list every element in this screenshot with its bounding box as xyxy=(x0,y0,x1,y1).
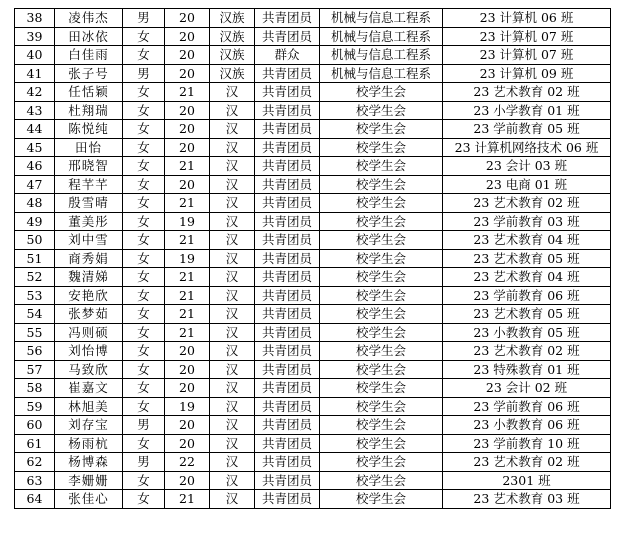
political-status-cell: 共青团员 xyxy=(255,323,320,342)
student-name-cell: 刘中雪 xyxy=(55,231,123,250)
row-number-cell: 54 xyxy=(15,305,55,324)
ethnicity-cell: 汉 xyxy=(210,360,255,379)
ethnicity-cell: 汉族 xyxy=(210,64,255,83)
table-row xyxy=(15,434,611,453)
class-name-cell: 23 学前教育 10 班 xyxy=(443,434,611,453)
table-row xyxy=(15,360,611,379)
student-name-cell: 杨雨杭 xyxy=(55,434,123,453)
department-cell: 校学生会 xyxy=(320,305,443,324)
department-cell: 校学生会 xyxy=(320,379,443,398)
age-cell: 21 xyxy=(165,268,210,287)
ethnicity-cell: 汉族 xyxy=(210,46,255,65)
department-cell: 校学生会 xyxy=(320,138,443,157)
row-number-cell: 64 xyxy=(15,490,55,509)
gender-cell: 女 xyxy=(123,101,165,120)
political-status-cell: 共青团员 xyxy=(255,9,320,28)
ethnicity-cell: 汉 xyxy=(210,231,255,250)
row-number-cell: 55 xyxy=(15,323,55,342)
class-name-cell: 23 艺术教育 04 班 xyxy=(443,231,611,250)
department-cell: 校学生会 xyxy=(320,397,443,416)
political-status-cell: 共青团员 xyxy=(255,268,320,287)
age-cell: 20 xyxy=(165,46,210,65)
ethnicity-cell: 汉 xyxy=(210,379,255,398)
department-cell: 校学生会 xyxy=(320,175,443,194)
student-name-cell: 安艳欣 xyxy=(55,286,123,305)
table-row xyxy=(15,268,611,287)
age-cell: 20 xyxy=(165,434,210,453)
row-number-cell: 52 xyxy=(15,268,55,287)
political-status-cell: 共青团员 xyxy=(255,231,320,250)
age-cell: 20 xyxy=(165,9,210,28)
row-number-cell: 46 xyxy=(15,157,55,176)
table-row xyxy=(15,397,611,416)
row-number-cell: 60 xyxy=(15,416,55,435)
political-status-cell: 共青团员 xyxy=(255,453,320,472)
class-name-cell: 23 小学教育 01 班 xyxy=(443,101,611,120)
gender-cell: 女 xyxy=(123,46,165,65)
table-row xyxy=(15,212,611,231)
table-row xyxy=(15,286,611,305)
age-cell: 20 xyxy=(165,360,210,379)
gender-cell: 男 xyxy=(123,9,165,28)
student-name-cell: 李姗姗 xyxy=(55,471,123,490)
row-number-cell: 53 xyxy=(15,286,55,305)
ethnicity-cell: 汉 xyxy=(210,397,255,416)
member-table-page xyxy=(14,8,610,509)
gender-cell: 女 xyxy=(123,83,165,102)
ethnicity-cell: 汉 xyxy=(210,212,255,231)
age-cell: 20 xyxy=(165,120,210,139)
table-row xyxy=(15,175,611,194)
ethnicity-cell: 汉 xyxy=(210,471,255,490)
row-number-cell: 63 xyxy=(15,471,55,490)
political-status-cell: 共青团员 xyxy=(255,379,320,398)
table-row xyxy=(15,323,611,342)
age-cell: 20 xyxy=(165,101,210,120)
row-number-cell: 39 xyxy=(15,27,55,46)
political-status-cell: 共青团员 xyxy=(255,175,320,194)
age-cell: 21 xyxy=(165,157,210,176)
age-cell: 20 xyxy=(165,416,210,435)
age-cell: 20 xyxy=(165,471,210,490)
gender-cell: 女 xyxy=(123,434,165,453)
department-cell: 校学生会 xyxy=(320,342,443,361)
student-name-cell: 殷雪晴 xyxy=(55,194,123,213)
political-status-cell: 共青团员 xyxy=(255,416,320,435)
table-row xyxy=(15,416,611,435)
age-cell: 21 xyxy=(165,231,210,250)
department-cell: 校学生会 xyxy=(320,101,443,120)
table-row xyxy=(15,101,611,120)
table-row xyxy=(15,83,611,102)
student-name-cell: 商秀娟 xyxy=(55,249,123,268)
student-name-cell: 刘怡博 xyxy=(55,342,123,361)
class-name-cell: 23 艺术教育 04 班 xyxy=(443,268,611,287)
table-row xyxy=(15,27,611,46)
class-name-cell: 2301 班 xyxy=(443,471,611,490)
department-cell: 校学生会 xyxy=(320,471,443,490)
table-row xyxy=(15,305,611,324)
class-name-cell: 23 计算机 07 班 xyxy=(443,46,611,65)
student-name-cell: 程芊芊 xyxy=(55,175,123,194)
gender-cell: 女 xyxy=(123,212,165,231)
political-status-cell: 共青团员 xyxy=(255,305,320,324)
table-row xyxy=(15,120,611,139)
gender-cell: 男 xyxy=(123,64,165,83)
age-cell: 21 xyxy=(165,323,210,342)
department-cell: 机械与信息工程系 xyxy=(320,27,443,46)
student-name-cell: 马致欣 xyxy=(55,360,123,379)
age-cell: 19 xyxy=(165,212,210,231)
table-row xyxy=(15,64,611,83)
ethnicity-cell: 汉 xyxy=(210,249,255,268)
political-status-cell: 共青团员 xyxy=(255,490,320,509)
gender-cell: 男 xyxy=(123,453,165,472)
gender-cell: 女 xyxy=(123,194,165,213)
student-name-cell: 张子号 xyxy=(55,64,123,83)
political-status-cell: 共青团员 xyxy=(255,249,320,268)
ethnicity-cell: 汉族 xyxy=(210,9,255,28)
political-status-cell: 共青团员 xyxy=(255,120,320,139)
class-name-cell: 23 计算机 06 班 xyxy=(443,9,611,28)
political-status-cell: 共青团员 xyxy=(255,286,320,305)
department-cell: 校学生会 xyxy=(320,157,443,176)
class-name-cell: 23 计算机网络技术 06 班 xyxy=(443,138,611,157)
department-cell: 校学生会 xyxy=(320,194,443,213)
gender-cell: 女 xyxy=(123,379,165,398)
age-cell: 20 xyxy=(165,342,210,361)
political-status-cell: 共青团员 xyxy=(255,194,320,213)
row-number-cell: 58 xyxy=(15,379,55,398)
table-row xyxy=(15,9,611,28)
ethnicity-cell: 汉 xyxy=(210,83,255,102)
political-status-cell: 共青团员 xyxy=(255,360,320,379)
ethnicity-cell: 汉 xyxy=(210,175,255,194)
department-cell: 校学生会 xyxy=(320,268,443,287)
age-cell: 19 xyxy=(165,397,210,416)
row-number-cell: 47 xyxy=(15,175,55,194)
ethnicity-cell: 汉 xyxy=(210,323,255,342)
age-cell: 22 xyxy=(165,453,210,472)
table-row xyxy=(15,453,611,472)
gender-cell: 女 xyxy=(123,305,165,324)
student-name-cell: 杜翔瑞 xyxy=(55,101,123,120)
ethnicity-cell: 汉 xyxy=(210,286,255,305)
table-body xyxy=(15,9,611,509)
student-name-cell: 陈悦纯 xyxy=(55,120,123,139)
political-status-cell: 共青团员 xyxy=(255,101,320,120)
gender-cell: 女 xyxy=(123,268,165,287)
row-number-cell: 59 xyxy=(15,397,55,416)
age-cell: 21 xyxy=(165,286,210,305)
student-name-cell: 刘存宝 xyxy=(55,416,123,435)
class-name-cell: 23 电商 01 班 xyxy=(443,175,611,194)
row-number-cell: 41 xyxy=(15,64,55,83)
department-cell: 校学生会 xyxy=(320,416,443,435)
age-cell: 21 xyxy=(165,194,210,213)
row-number-cell: 57 xyxy=(15,360,55,379)
political-status-cell: 共青团员 xyxy=(255,212,320,231)
class-name-cell: 23 艺术教育 02 班 xyxy=(443,342,611,361)
political-status-cell: 群众 xyxy=(255,46,320,65)
age-cell: 21 xyxy=(165,305,210,324)
ethnicity-cell: 汉 xyxy=(210,490,255,509)
table-row xyxy=(15,490,611,509)
political-status-cell: 共青团员 xyxy=(255,397,320,416)
ethnicity-cell: 汉 xyxy=(210,138,255,157)
row-number-cell: 43 xyxy=(15,101,55,120)
row-number-cell: 61 xyxy=(15,434,55,453)
political-status-cell: 共青团员 xyxy=(255,138,320,157)
gender-cell: 男 xyxy=(123,416,165,435)
age-cell: 20 xyxy=(165,138,210,157)
class-name-cell: 23 特殊教育 01 班 xyxy=(443,360,611,379)
table-row xyxy=(15,342,611,361)
table-row xyxy=(15,157,611,176)
class-name-cell: 23 艺术教育 03 班 xyxy=(443,490,611,509)
ethnicity-cell: 汉 xyxy=(210,101,255,120)
gender-cell: 女 xyxy=(123,286,165,305)
class-name-cell: 23 计算机 09 班 xyxy=(443,64,611,83)
student-name-cell: 张佳心 xyxy=(55,490,123,509)
student-name-cell: 杨博森 xyxy=(55,453,123,472)
row-number-cell: 38 xyxy=(15,9,55,28)
row-number-cell: 44 xyxy=(15,120,55,139)
gender-cell: 女 xyxy=(123,397,165,416)
department-cell: 校学生会 xyxy=(320,286,443,305)
student-name-cell: 林旭美 xyxy=(55,397,123,416)
department-cell: 校学生会 xyxy=(320,83,443,102)
age-cell: 20 xyxy=(165,27,210,46)
student-name-cell: 白佳雨 xyxy=(55,46,123,65)
ethnicity-cell: 汉 xyxy=(210,268,255,287)
age-cell: 20 xyxy=(165,379,210,398)
ethnicity-cell: 汉 xyxy=(210,434,255,453)
ethnicity-cell: 汉 xyxy=(210,453,255,472)
class-name-cell: 23 计算机 07 班 xyxy=(443,27,611,46)
class-name-cell: 23 学前教育 05 班 xyxy=(443,120,611,139)
department-cell: 校学生会 xyxy=(320,323,443,342)
ethnicity-cell: 汉 xyxy=(210,305,255,324)
political-status-cell: 共青团员 xyxy=(255,27,320,46)
row-number-cell: 48 xyxy=(15,194,55,213)
department-cell: 机械与信息工程系 xyxy=(320,46,443,65)
gender-cell: 女 xyxy=(123,342,165,361)
row-number-cell: 62 xyxy=(15,453,55,472)
row-number-cell: 40 xyxy=(15,46,55,65)
department-cell: 校学生会 xyxy=(320,249,443,268)
gender-cell: 女 xyxy=(123,490,165,509)
political-status-cell: 共青团员 xyxy=(255,471,320,490)
member-table xyxy=(14,8,611,509)
political-status-cell: 共青团员 xyxy=(255,83,320,102)
class-name-cell: 23 艺术教育 05 班 xyxy=(443,305,611,324)
row-number-cell: 45 xyxy=(15,138,55,157)
table-row xyxy=(15,471,611,490)
gender-cell: 女 xyxy=(123,138,165,157)
row-number-cell: 50 xyxy=(15,231,55,250)
student-name-cell: 张梦茹 xyxy=(55,305,123,324)
class-name-cell: 23 艺术教育 02 班 xyxy=(443,194,611,213)
ethnicity-cell: 汉 xyxy=(210,120,255,139)
student-name-cell: 任恬颖 xyxy=(55,83,123,102)
age-cell: 21 xyxy=(165,490,210,509)
political-status-cell: 共青团员 xyxy=(255,64,320,83)
age-cell: 19 xyxy=(165,249,210,268)
department-cell: 校学生会 xyxy=(320,360,443,379)
table-row xyxy=(15,249,611,268)
student-name-cell: 田冰依 xyxy=(55,27,123,46)
department-cell: 校学生会 xyxy=(320,490,443,509)
gender-cell: 女 xyxy=(123,323,165,342)
class-name-cell: 23 学前教育 06 班 xyxy=(443,286,611,305)
class-name-cell: 23 艺术教育 05 班 xyxy=(443,249,611,268)
class-name-cell: 23 学前教育 06 班 xyxy=(443,397,611,416)
department-cell: 校学生会 xyxy=(320,212,443,231)
age-cell: 20 xyxy=(165,64,210,83)
department-cell: 校学生会 xyxy=(320,434,443,453)
class-name-cell: 23 会计 02 班 xyxy=(443,379,611,398)
age-cell: 20 xyxy=(165,175,210,194)
table-row xyxy=(15,138,611,157)
gender-cell: 女 xyxy=(123,157,165,176)
ethnicity-cell: 汉 xyxy=(210,157,255,176)
gender-cell: 女 xyxy=(123,175,165,194)
ethnicity-cell: 汉族 xyxy=(210,27,255,46)
gender-cell: 女 xyxy=(123,360,165,379)
table-row xyxy=(15,46,611,65)
gender-cell: 女 xyxy=(123,231,165,250)
department-cell: 校学生会 xyxy=(320,120,443,139)
class-name-cell: 23 艺术教育 02 班 xyxy=(443,453,611,472)
table-row xyxy=(15,194,611,213)
student-name-cell: 邢晓智 xyxy=(55,157,123,176)
row-number-cell: 56 xyxy=(15,342,55,361)
department-cell: 机械与信息工程系 xyxy=(320,64,443,83)
ethnicity-cell: 汉 xyxy=(210,194,255,213)
class-name-cell: 23 学前教育 03 班 xyxy=(443,212,611,231)
student-name-cell: 凌伟杰 xyxy=(55,9,123,28)
gender-cell: 女 xyxy=(123,27,165,46)
class-name-cell: 23 小教教育 06 班 xyxy=(443,416,611,435)
table-row xyxy=(15,379,611,398)
class-name-cell: 23 会计 03 班 xyxy=(443,157,611,176)
political-status-cell: 共青团员 xyxy=(255,157,320,176)
row-number-cell: 51 xyxy=(15,249,55,268)
class-name-cell: 23 艺术教育 02 班 xyxy=(443,83,611,102)
department-cell: 校学生会 xyxy=(320,231,443,250)
row-number-cell: 49 xyxy=(15,212,55,231)
student-name-cell: 崔嘉文 xyxy=(55,379,123,398)
department-cell: 机械与信息工程系 xyxy=(320,9,443,28)
class-name-cell: 23 小教教育 05 班 xyxy=(443,323,611,342)
department-cell: 校学生会 xyxy=(320,453,443,472)
row-number-cell: 42 xyxy=(15,83,55,102)
age-cell: 21 xyxy=(165,83,210,102)
gender-cell: 女 xyxy=(123,249,165,268)
student-name-cell: 魏清娣 xyxy=(55,268,123,287)
political-status-cell: 共青团员 xyxy=(255,434,320,453)
table-row xyxy=(15,231,611,250)
student-name-cell: 董美彤 xyxy=(55,212,123,231)
student-name-cell: 冯则硕 xyxy=(55,323,123,342)
ethnicity-cell: 汉 xyxy=(210,342,255,361)
gender-cell: 女 xyxy=(123,120,165,139)
political-status-cell: 共青团员 xyxy=(255,342,320,361)
student-name-cell: 田怡 xyxy=(55,138,123,157)
gender-cell: 女 xyxy=(123,471,165,490)
ethnicity-cell: 汉 xyxy=(210,416,255,435)
